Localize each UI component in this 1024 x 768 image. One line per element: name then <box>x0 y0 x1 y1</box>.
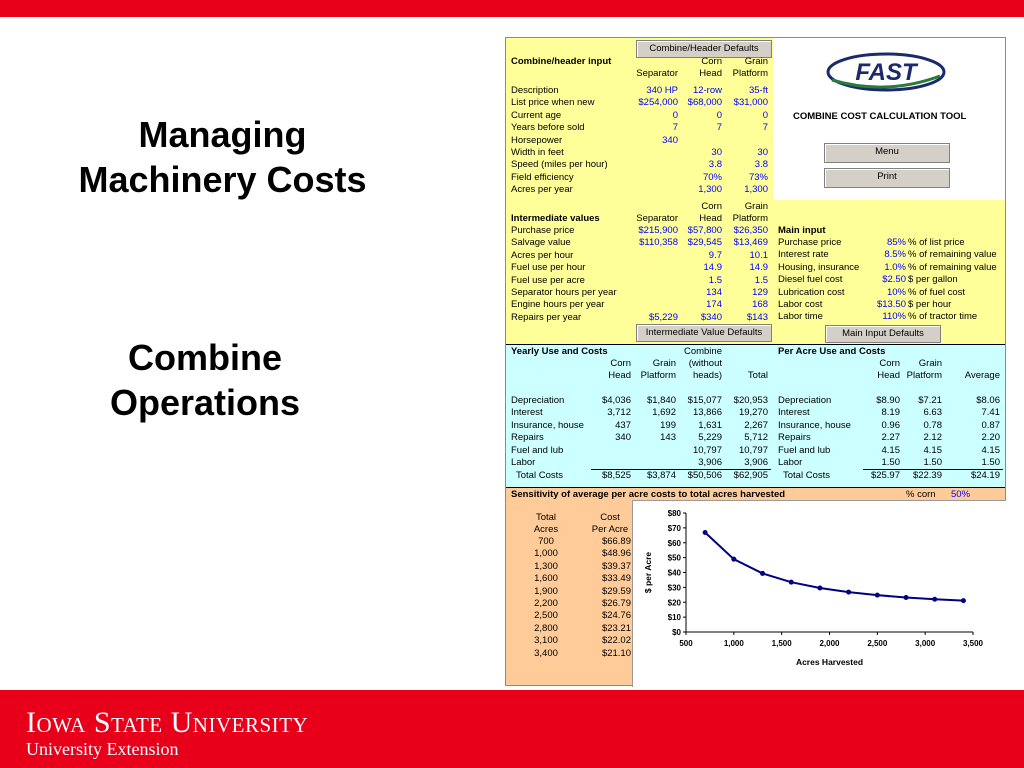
combine-input-value[interactable]: 30 <box>711 147 722 158</box>
fast-logo-graphic <box>824 50 948 94</box>
per-acre-value: 4.15 <box>981 444 1000 456</box>
sensitivity-acres: 1,000 <box>534 548 558 560</box>
per-acre-value: 2.12 <box>923 432 942 444</box>
x-tick-label: 1,500 <box>771 639 792 648</box>
per-acre-value: 8.19 <box>881 407 900 419</box>
yearly-value: 5,712 <box>744 432 768 444</box>
per-acre-value: 0.87 <box>981 419 1000 431</box>
sensitivity-cost: $22.02 <box>601 635 631 647</box>
yearly-col-header: Combine <box>683 346 722 357</box>
main-input-value[interactable]: 10% <box>886 286 906 298</box>
x-tick-label: 2,500 <box>867 639 888 648</box>
yearly-value: 10,797 <box>738 444 768 456</box>
yearly-row-label: Labor <box>511 457 536 468</box>
combine-input-value[interactable]: 7 <box>716 122 722 134</box>
combine-row-label: Speed (miles per hour) <box>511 159 608 171</box>
sensitivity-col-header: Cost <box>600 512 620 523</box>
per-acre-value: 6.63 <box>923 407 942 419</box>
combine-col-header: Corn <box>701 56 722 67</box>
fast-logo-text: FAST <box>855 59 917 86</box>
combine-row-label: Field efficiency <box>511 171 574 183</box>
main-input-unit: % of tractor time <box>908 311 978 323</box>
per-acre-col-header: Platform <box>906 370 942 381</box>
intermediate-value: $215,900 <box>638 225 678 236</box>
yearly-col-header: Grain <box>652 358 676 369</box>
combine-input-value[interactable]: 0 <box>762 109 768 121</box>
sensitivity-cost: $23.21 <box>601 622 631 634</box>
combine-input-value[interactable]: 1,300 <box>698 184 722 196</box>
per-acre-value: $8.06 <box>976 395 1000 406</box>
yearly-total-value: $62,905 <box>733 470 768 481</box>
data-point <box>760 571 765 576</box>
sensitivity-acres: 3,100 <box>534 635 558 647</box>
intermediate-col-header: Corn <box>701 201 722 212</box>
yearly-col-header: Platform <box>640 370 676 381</box>
slide-subtitle-line-2: Operations <box>109 382 301 423</box>
combine-header-defaults-button[interactable]: Combine/Header Defaults <box>636 40 772 58</box>
combine-input-value[interactable]: 7 <box>762 122 768 134</box>
x-tick-label: 3,000 <box>915 639 936 648</box>
intermediate-value: 14.9 <box>703 262 722 274</box>
y-tick-label: $70 <box>667 523 681 533</box>
yearly-value: 5,229 <box>698 432 722 444</box>
per-acre-total-value: $24.19 <box>970 470 1000 481</box>
per-acre-value: 2.20 <box>981 432 1000 444</box>
x-tick-label: 500 <box>679 639 693 648</box>
intermediate-value: 1.5 <box>754 274 768 286</box>
data-point <box>703 530 708 535</box>
combine-col-header: Grain <box>744 56 768 67</box>
intermediate-value: 1.5 <box>708 274 722 286</box>
pct-corn-value[interactable]: 50% <box>951 489 971 500</box>
y-axis-title: $ per Acre <box>643 551 653 594</box>
combine-input-value[interactable]: 30 <box>757 147 768 158</box>
yearly-value: 10,797 <box>692 444 722 456</box>
main-input-unit: % of remaining value <box>908 261 997 273</box>
combine-input-value[interactable]: 340 HP <box>646 85 678 96</box>
main-input-value[interactable]: $2.50 <box>882 274 906 286</box>
main-input-value[interactable]: 8.5% <box>884 249 906 261</box>
intermediate-value: 10.1 <box>749 249 768 261</box>
isu-wordmark: Iowa State University <box>26 706 309 739</box>
main-input-value[interactable]: $13.50 <box>876 299 906 310</box>
intermediate-row-label: Separator hours per year <box>511 287 617 298</box>
yearly-value: $15,077 <box>687 395 722 406</box>
slide-title-line-2: Machinery Costs <box>78 159 367 200</box>
sensitivity-cost: $48.96 <box>601 548 631 560</box>
sensitivity-col-header: Total <box>535 512 557 523</box>
main-input-defaults-button[interactable]: Main Input Defaults <box>825 325 941 343</box>
yearly-value: 13,866 <box>692 407 722 419</box>
intermediate-col-header: Head <box>699 213 722 224</box>
yearly-value: 3,906 <box>698 457 722 468</box>
data-point <box>875 593 880 598</box>
data-point <box>846 590 851 595</box>
sensitivity-acres: 1,600 <box>534 573 558 585</box>
yearly-value: 437 <box>615 419 631 431</box>
combine-input-value[interactable]: 73% <box>748 171 768 183</box>
main-input-row-label: Lubrication cost <box>778 286 845 298</box>
main-input-value[interactable]: 110% <box>882 311 906 323</box>
yearly-col-header: (without <box>688 358 722 369</box>
yearly-value: 19,270 <box>738 407 768 419</box>
yearly-value: 199 <box>660 419 676 431</box>
sensitivity-cost: $66.89 <box>601 536 631 547</box>
main-input-row-label: Labor time <box>778 311 823 323</box>
yearly-value: 2,267 <box>744 419 768 431</box>
yearly-total-value: $8,525 <box>601 470 631 481</box>
intermediate-value: 129 <box>752 287 768 298</box>
x-tick-label: 3,500 <box>962 639 984 648</box>
per-acre-panel <box>773 344 1005 487</box>
main-input-row-label: Labor cost <box>778 299 823 310</box>
sensitivity-cost: $33.49 <box>601 573 631 585</box>
intermediate-row-label: Fuel use per acre <box>511 274 585 286</box>
combine-input-value[interactable]: 0 <box>716 109 722 121</box>
main-input-unit: $ per gallon <box>908 274 958 286</box>
yearly-row-label: Depreciation <box>511 395 565 406</box>
combine-input-value[interactable]: 3.8 <box>754 159 768 171</box>
slide-subtitle <box>40 335 370 425</box>
series-line <box>705 533 963 601</box>
per-acre-col-header: Grain <box>918 358 942 369</box>
intermediate-row-label: Repairs per year <box>511 311 582 323</box>
per-acre-value: $8.90 <box>876 395 900 406</box>
intermediate-panel <box>506 200 773 344</box>
main-input-row-label: Diesel fuel cost <box>778 274 843 286</box>
y-tick-label: $20 <box>667 598 681 608</box>
per-acre-total-value: $22.39 <box>912 470 942 481</box>
per-acre-total-label: Total Costs <box>783 470 830 481</box>
intermediate-row-label: Engine hours per year <box>511 299 605 311</box>
per-acre-value: 4.15 <box>923 444 942 456</box>
yearly-value: 3,906 <box>744 457 768 468</box>
combine-input-value[interactable]: 35-ft <box>748 85 768 96</box>
pct-corn-label: % corn <box>906 489 936 500</box>
yearly-value: 3,712 <box>607 407 631 419</box>
sensitivity-acres: 2,500 <box>534 610 558 622</box>
yearly-value: $4,036 <box>601 395 631 406</box>
sensitivity-acres: 3,400 <box>534 647 558 659</box>
sensitivity-acres: 2,200 <box>534 598 558 609</box>
intermediate-value: 14.9 <box>749 262 768 274</box>
intermediate-value: $29,545 <box>687 237 722 249</box>
y-tick-label: $60 <box>667 538 681 548</box>
intermediate-value: $143 <box>746 311 768 323</box>
main-input-unit: $ per hour <box>908 299 952 310</box>
combine-row-label: Description <box>511 85 559 96</box>
yearly-row-label: Repairs <box>511 432 544 444</box>
intermediate-row-label: Fuel use per hour <box>511 262 586 274</box>
yearly-total-value: $50,506 <box>687 470 722 481</box>
combine-input-value[interactable]: 340 <box>662 134 678 146</box>
yearly-row-label: Fuel and lub <box>511 444 564 456</box>
combine-row-label: Current age <box>511 109 562 121</box>
fast-logo <box>824 50 948 94</box>
per-acre-col-header: Corn <box>879 358 900 369</box>
menu-button[interactable]: Menu <box>824 143 950 163</box>
intermediate-value: 174 <box>706 299 722 311</box>
sensitivity-cost: $21.10 <box>601 647 631 659</box>
yearly-total-label: Total Costs <box>516 470 563 481</box>
per-acre-row-label: Depreciation <box>778 395 832 406</box>
combine-input-value[interactable]: 12-row <box>692 85 722 96</box>
data-point <box>731 557 736 562</box>
sensitivity-chart <box>632 500 1006 687</box>
slide-title <box>40 112 405 202</box>
combine-row-label: Acres per year <box>511 184 573 196</box>
yearly-col-header: heads) <box>692 370 722 381</box>
per-acre-value: 4.15 <box>881 444 900 456</box>
slide-subtitle-line-1: Combine <box>127 337 282 378</box>
per-acre-row-label: Fuel and lub <box>778 444 831 456</box>
intermediate-row-label: Salvage value <box>511 237 571 249</box>
yearly-value: 143 <box>660 432 676 444</box>
per-acre-row-label: Insurance, house <box>778 419 851 431</box>
combine-row-label: Years before sold <box>511 122 585 134</box>
yearly-value: 340 <box>615 432 631 444</box>
intermediate-row-label: Acres per hour <box>511 249 574 261</box>
y-tick-label: $0 <box>672 628 681 637</box>
per-acre-value: 2.27 <box>881 432 900 444</box>
main-input-row-label: Housing, insurance <box>778 261 860 273</box>
per-acre-col-header: Head <box>877 370 900 381</box>
intermediate-value: $57,800 <box>687 225 722 236</box>
spreadsheet <box>505 37 1006 686</box>
yearly-total-value: $3,874 <box>646 470 676 481</box>
per-acre-value: 7.41 <box>981 407 1000 419</box>
sensitivity-acres: 1,300 <box>534 560 558 572</box>
main-input-unit: % of fuel cost <box>908 286 966 298</box>
data-point <box>817 585 822 590</box>
intermediate-col-header: Platform <box>732 213 768 224</box>
intermediate-row-label: Purchase price <box>511 225 575 236</box>
intermediate-value: $5,229 <box>648 311 678 323</box>
combine-input-value[interactable]: $31,000 <box>733 97 768 109</box>
per-acre-value: 1.50 <box>981 457 1000 468</box>
per-acre-value: 1.50 <box>923 457 942 468</box>
per-acre-row-label: Repairs <box>778 432 811 444</box>
sensitivity-acres: 2,800 <box>534 622 558 634</box>
per-acre-total-value: $25.97 <box>870 470 900 481</box>
y-tick-label: $10 <box>667 613 681 623</box>
y-tick-label: $40 <box>667 568 681 578</box>
yearly-value: 1,692 <box>652 407 676 419</box>
combine-input-label: Combine/header input <box>511 56 612 67</box>
per-acre-row-label: Labor <box>778 457 803 468</box>
y-tick-label: $50 <box>667 553 681 563</box>
combine-col-header: Head <box>699 68 722 79</box>
tool-name: COMBINE COST CALCULATION TOOL <box>793 111 967 122</box>
yearly-col-header: Head <box>608 370 631 381</box>
sensitivity-acres: 1,900 <box>534 585 558 597</box>
per-acre-col-header: Average <box>964 370 1000 381</box>
main-input-value[interactable]: 1.0% <box>884 261 906 273</box>
x-tick-label: 2,000 <box>819 639 840 648</box>
intermediate-value: 9.7 <box>708 249 722 261</box>
combine-col-header: Separator <box>636 68 678 79</box>
per-acre-value: 1.50 <box>881 457 900 468</box>
data-point <box>932 597 937 602</box>
combine-input-value[interactable]: 7 <box>672 122 678 134</box>
yearly-value: $20,953 <box>733 395 768 406</box>
sensitivity-cost: $26.79 <box>601 598 631 609</box>
intermediate-label: Intermediate values <box>511 213 600 224</box>
intermediate-col-header: Separator <box>636 213 678 224</box>
sensitivity-cost: $39.37 <box>601 560 631 572</box>
main-input-label: Main input <box>778 225 826 236</box>
combine-row-label: List price when new <box>511 97 595 109</box>
yearly-value: $1,840 <box>646 395 676 406</box>
yearly-row-label: Interest <box>511 407 543 419</box>
intermediate-value: 168 <box>752 299 768 311</box>
data-point <box>961 598 966 603</box>
combine-input-value[interactable]: 0 <box>672 109 678 121</box>
top-accent-bar <box>0 0 1024 17</box>
y-tick-label: $30 <box>667 583 681 593</box>
yearly-label: Yearly Use and Costs <box>511 346 608 357</box>
y-tick-label: $80 <box>667 509 681 518</box>
main-input-panel <box>773 200 1005 344</box>
intermediate-value: $110,358 <box>639 237 678 249</box>
per-acre-value: $7.21 <box>918 395 942 406</box>
yearly-value: 1,631 <box>698 419 722 431</box>
combine-col-header: Platform <box>732 68 768 79</box>
sensitivity-col-header: Acres <box>533 524 559 535</box>
data-point <box>904 595 909 600</box>
intermediate-value: $13,469 <box>733 237 768 249</box>
data-point <box>789 580 794 585</box>
combine-input-value[interactable]: 1,300 <box>744 184 768 196</box>
combine-input-panel <box>506 38 773 200</box>
main-input-row-label: Purchase price <box>778 237 842 248</box>
main-input-value[interactable]: 85% <box>886 237 906 248</box>
combine-row-label: Width in feet <box>511 147 564 158</box>
combine-input-value[interactable]: $68,000 <box>687 97 722 109</box>
sensitivity-label: Sensitivity of average per acre costs to total acres harvested <box>511 489 786 500</box>
combine-input-value[interactable]: 70% <box>702 171 722 183</box>
per-acre-row-label: Interest <box>778 407 810 419</box>
yearly-col-header: Corn <box>610 358 631 369</box>
isu-extension: University Extension <box>26 739 179 759</box>
yearly-col-header: Total <box>747 370 768 381</box>
x-tick-label: 1,000 <box>723 639 744 648</box>
per-acre-value: 0.78 <box>923 419 942 431</box>
intermediate-value: $340 <box>700 311 722 323</box>
sensitivity-cost: $29.59 <box>601 585 631 597</box>
combine-row-label: Horsepower <box>511 134 563 146</box>
intermediate-col-header: Grain <box>744 201 768 212</box>
slide-title-line-1: Managing <box>138 114 307 155</box>
sensitivity-col-header: Per Acre <box>591 524 629 535</box>
main-input-unit: % of remaining value <box>908 249 997 261</box>
per-acre-label: Per Acre Use and Costs <box>778 346 886 357</box>
per-acre-value: 0.96 <box>881 419 900 431</box>
intermediate-value: $26,350 <box>733 225 768 236</box>
sensitivity-cost: $24.76 <box>601 610 631 622</box>
yearly-row-label: Insurance, house <box>511 419 584 431</box>
intermediate-value: 134 <box>706 287 722 298</box>
x-axis-title: Acres Harvested <box>795 657 864 667</box>
combine-input-value[interactable]: 3.8 <box>708 159 722 171</box>
main-input-unit: % of list price <box>908 237 965 248</box>
yearly-costs-panel <box>506 344 773 487</box>
cost-per-acre-chart <box>633 501 1006 687</box>
sensitivity-acres: 700 <box>538 536 554 547</box>
print-button[interactable]: Print <box>824 168 950 188</box>
intermediate-defaults-button[interactable]: Intermediate Value Defaults <box>636 324 772 342</box>
main-input-row-label: Interest rate <box>778 249 829 261</box>
combine-input-value[interactable]: $254,000 <box>638 97 678 109</box>
